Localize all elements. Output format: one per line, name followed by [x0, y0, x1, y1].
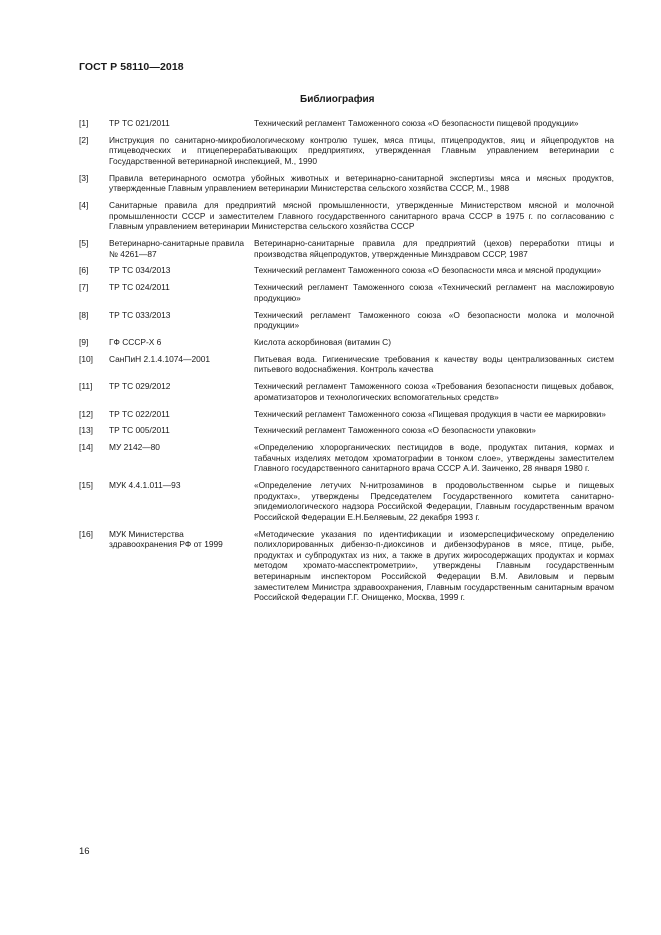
bibliography-entry — [79, 135, 614, 167]
page-number: 16 — [79, 846, 90, 857]
entry-source: ТР ТС 022/2011 — [109, 408, 170, 419]
entry-source: Ветеринарно-санитарные правила № 4261—87 — [109, 238, 245, 259]
entry-description: Ветеринарно-санитарные правила для предприятий (цехов) переработки птицы и производства яйцепродуктов, утвержденные Минздравом СССР, 1987 — [254, 238, 614, 259]
bibliography-entry — [79, 282, 614, 303]
entry-description: Технический регламент Таможенного союза «О безопасности мяса и мясной продукции» — [254, 265, 602, 276]
bibliography-entry — [79, 200, 614, 232]
entry-description: Кислота аскорбиновая (витамин С) — [254, 337, 392, 347]
entry-description: Технический регламент Таможенного союза «О безопасности упаковки» — [254, 425, 536, 436]
entry-description: «Определению хлорорганических пестицидов в воде, продуктах питания, кормах и табачных изделиях методом хроматографии в тонком слое», утверждены заместителем Главного государственного санитарного врача СССР А.И. Заиченко, 28 января 1980 г. — [254, 442, 614, 474]
entry-number: [1] — [79, 118, 89, 128]
entry-description: Питьевая вода. Гигиенические требования к качеству воды централизованных систем питьевого водоснабжения. Контроль качества — [254, 353, 614, 375]
entry-source: ТР ТС 024/2011 — [109, 282, 170, 293]
entry-number: [9] — [79, 337, 89, 347]
bibliography-entry — [79, 173, 614, 194]
entry-number: [11] — [79, 381, 93, 392]
bibliography-entry — [79, 118, 614, 129]
entry-text: Санитарные правила для предприятий мясной промышленности, утвержденные Министерством мясной и молочной промышленности СССР и заместителем Главного государственного санитарного врача СССР в 1975 г. по согласованию с Главным управлением ветеринарии Министерства сельского хозяйства СССР — [109, 200, 614, 232]
entry-source: МУ 2142—80 — [109, 442, 160, 453]
entry-number: [12] — [79, 408, 93, 419]
entry-source: ТР ТС 021/2011 — [109, 118, 170, 128]
entry-text: Инструкция по санитарно-микробиологическому контролю тушек, мяса птицы, птицепродуктов, яиц и яйцепродуктов на птицеводческих и птицеперерабатывающих предприятиях, утвержденная Главным управлением ветеринарии с Государственной ветеринарной инспекцией, М., 1990 — [109, 134, 614, 166]
entry-number: [2] — [79, 134, 89, 145]
bibliography-entry — [79, 442, 614, 474]
document-header: ГОСТ Р 58110—2018 — [79, 61, 184, 73]
bibliography-entry — [79, 529, 614, 603]
bibliography-entry — [79, 354, 614, 375]
bibliography-entry — [79, 480, 614, 522]
entry-source: МУК Министерства здравоохранения РФ от 1999 — [109, 528, 223, 550]
entry-description: «Определение летучих N-нитрозаминов в продовольственном сырье и пищевых продуктах», утверждены Председателем Государственного комитета санитарно-эпидемиологического надзора Российской Федерации, Главным государственным врачом Российской Федерации Е.Н.Беляевым, 22 декабря 1993 г. — [254, 480, 614, 522]
entry-number: [15] — [79, 480, 93, 491]
entry-number: [4] — [79, 200, 89, 211]
entry-description: Технический регламент Таможенного союза «О безопасности молока и молочной продукции» — [254, 309, 614, 331]
bibliography-list — [79, 118, 614, 609]
section-title: Библиография — [300, 94, 375, 105]
entry-source: ТР ТС 033/2013 — [109, 309, 171, 320]
bibliography-entry — [79, 381, 614, 402]
entry-number: [6] — [79, 265, 89, 276]
entry-text: Правила ветеринарного осмотра убойных животных и ветеринарно-санитарной экспертизы мяса и мясных продуктов, утвержденные Главным управлением ветеринарии Министерства сельского хозяйства СССР, М., 1988 — [109, 172, 614, 194]
bibliography-entry — [79, 425, 614, 436]
entry-number: [10] — [79, 353, 93, 364]
entry-description: Технический регламент Таможенного союза «Пищевая продукция в части ее маркировки» — [254, 408, 606, 419]
entry-number: [16] — [79, 528, 93, 539]
bibliography-entry — [79, 337, 614, 348]
entry-number: [8] — [79, 309, 89, 320]
entry-number: [5] — [79, 238, 89, 249]
entry-description: Технический регламент Таможенного союза «Технический регламент на масложировую продукцию» — [254, 282, 614, 303]
entry-source: СанПиН 2.1.4.1074—2001 — [109, 353, 211, 364]
entry-source: ТР ТС 029/2012 — [109, 381, 171, 392]
entry-source: ТР ТС 034/2013 — [109, 265, 171, 276]
entry-source: МУК 4.4.1.011—93 — [109, 480, 181, 491]
entry-source: ТР ТС 005/2011 — [109, 425, 170, 436]
entry-description: Технический регламент Таможенного союза «Требования безопасности пищевых добавок, ароматизаторов и технологических вспомогательных средств» — [254, 381, 614, 402]
entry-number: [14] — [79, 442, 93, 453]
bibliography-entry — [79, 310, 614, 331]
bibliography-entry — [79, 265, 614, 276]
entry-source: ГФ СССР-Х 6 — [109, 337, 162, 347]
entry-description: «Методические указания по идентификации и изомерспецифическому определению полихлорированных дибензо-п-диоксинов и дибензофуранов в мясе, птице, рыбе, продуктах и субпродуктах из них, а также в других жиросодержащих продуктах и кормах методом хромато-масспектрометрии», утверждены Главным государственным ветеринарным инспектором Российской Федерации В.М. Авиловым и первым заместителем Министра здравоохранения, Главным государственным санитарным врачом Российской Федерации Г.Г. Онищенко, Москва, 1999 г. — [254, 528, 614, 603]
entry-description: Технический регламент Таможенного союза «О безопасности пищевой продукции» — [254, 118, 579, 128]
bibliography-entry — [79, 409, 614, 420]
entry-number: [13] — [79, 425, 93, 436]
entry-number: [3] — [79, 172, 89, 183]
entry-number: [7] — [79, 282, 89, 293]
bibliography-entry — [79, 238, 614, 259]
